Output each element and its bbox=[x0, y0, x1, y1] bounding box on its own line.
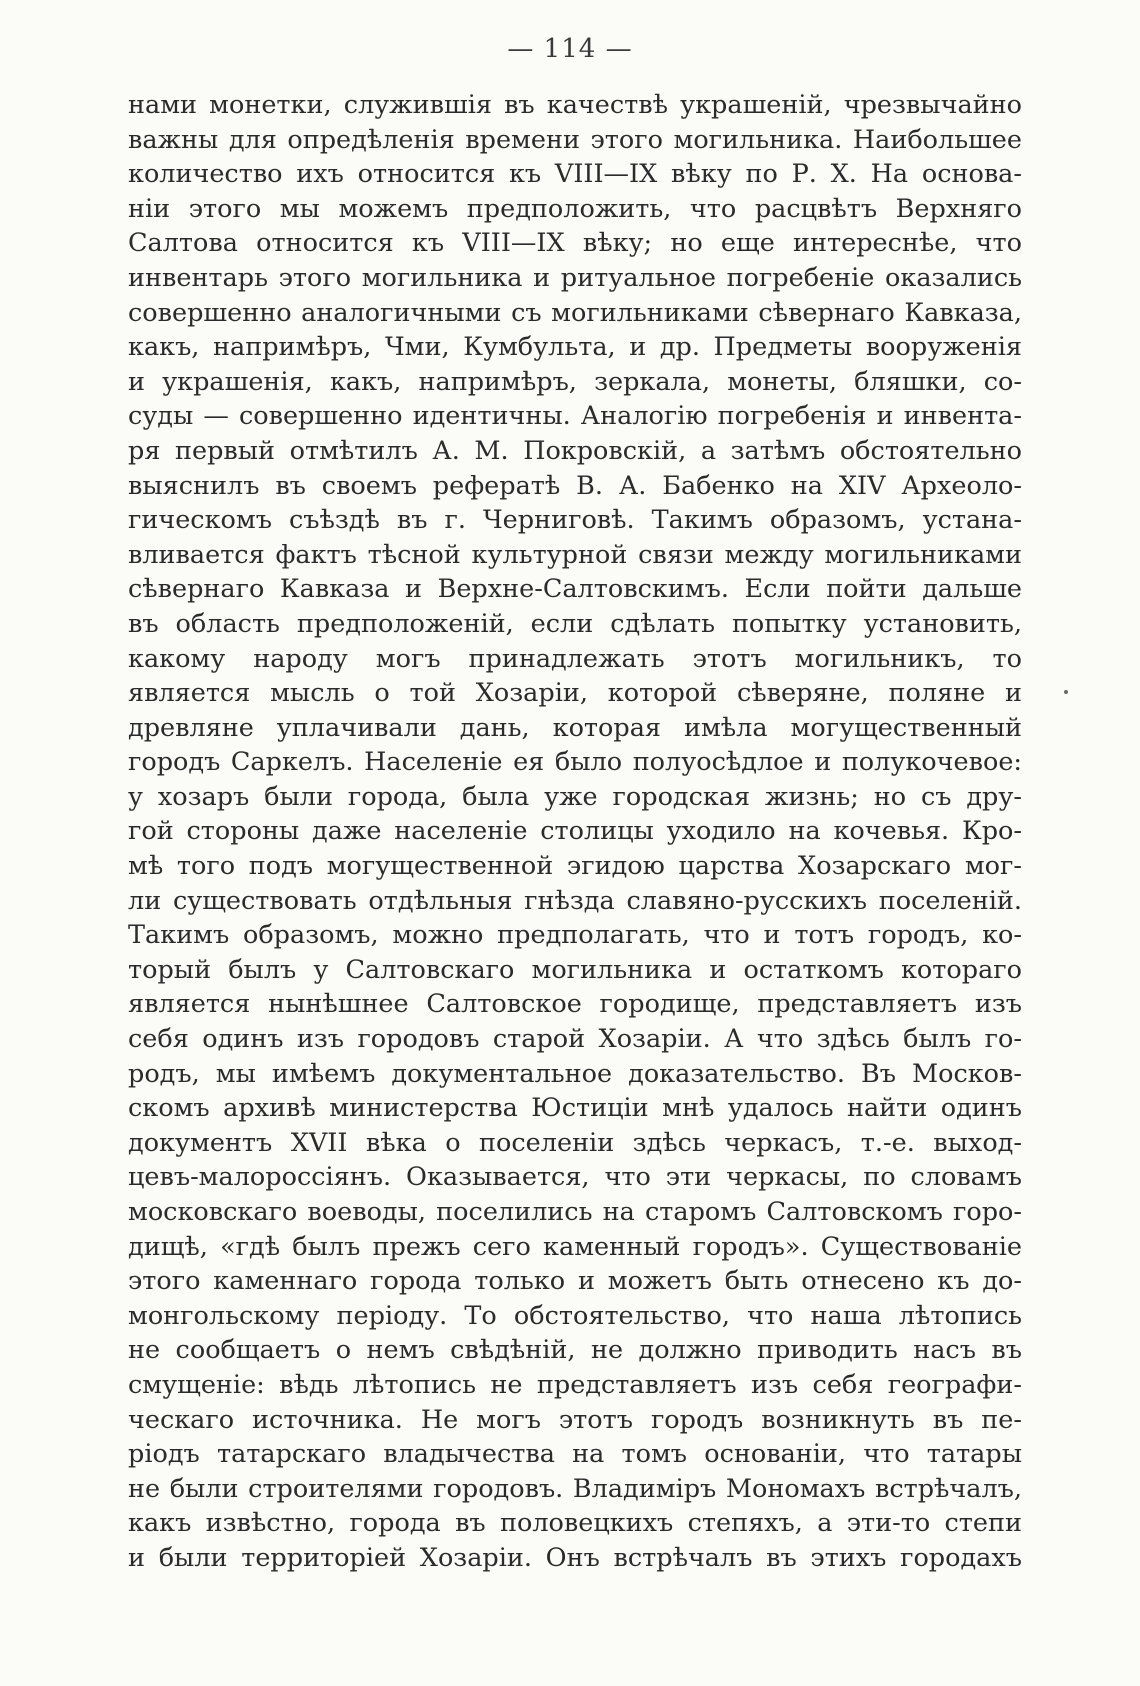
text-line: мѣ того подъ могущественной эгидою царства Хозарскаго мог- bbox=[128, 851, 1022, 882]
text-line: монгольскому періоду. То обстоятельство, что наша лѣтопись bbox=[128, 1300, 1022, 1331]
text-line: является нынѣшнее Салтовское городище, представляетъ изъ bbox=[128, 989, 1022, 1020]
text-line: и были территоріей Хозаріи. Онъ встрѣчалъ въ этихъ городахъ bbox=[128, 1542, 1022, 1573]
text-line: скомъ архивѣ министерства Юстиціи мнѣ удалось найти одинъ bbox=[128, 1093, 1022, 1124]
text-line: гой стороны даже населеніе столицы уходило на кочевья. Кро- bbox=[128, 816, 1022, 847]
text-line: гическомъ съѣздѣ въ г. Черниговѣ. Такимъ образомъ, устана- bbox=[128, 505, 1022, 536]
text-line: какому народу могъ принадлежать этотъ могильникъ, то bbox=[128, 643, 1022, 674]
text-line: инвентарь этого могильника и ритуальное погребеніе оказались bbox=[128, 262, 1022, 293]
text-line: и украшенія, какъ, напримѣръ, зеркала, монеты, бляшки, со- bbox=[128, 366, 1022, 397]
text-line: нами монетки, служившія въ качествѣ украшеній, чрезвычайно bbox=[128, 90, 1022, 120]
text-line: древляне уплачивали дань, которая имѣла могущественный bbox=[128, 712, 1022, 743]
text-line: ріодъ татарскаго владычества на томъ основаніи, что татары bbox=[128, 1439, 1022, 1470]
text-line: количество ихъ относится къ VIII—IX вѣку по Р. Х. На основа- bbox=[128, 159, 1022, 190]
text-line: не были строителями городовъ. Владиміръ Мономахъ встрѣчалъ, bbox=[128, 1473, 1022, 1504]
text-line: является мысль о той Хозаріи, которой сѣверяне, поляне и bbox=[128, 678, 1022, 709]
stray-mark bbox=[1064, 690, 1068, 694]
text-line: ли существовать отдѣльныя гнѣзда славяно-русскихъ поселеній. bbox=[128, 885, 1022, 916]
text-line: себя одинъ изъ городовъ старой Хозаріи. А что здѣсь былъ го- bbox=[128, 1024, 1022, 1055]
text-line: не сообщаетъ о немъ свѣдѣній, не должно приводить насъ въ bbox=[128, 1335, 1022, 1366]
text-line: вливается фактъ тѣсной культурной связи между могильниками bbox=[128, 539, 1022, 570]
text-line: городъ Саркелъ. Населеніе ея было полуосѣдлое и полукочевое: bbox=[128, 747, 1022, 778]
text-line: Салтова относится къ VIII—IX вѣку; но еще интереснѣе, что bbox=[128, 228, 1022, 259]
text-line: смущеніе: вѣдь лѣтопись не представляетъ изъ себя географи- bbox=[128, 1369, 1022, 1400]
text-line: важны для опредѣленія времени этого могильника. Наибольшее bbox=[128, 124, 1022, 155]
text-line: московскаго воеводы, поселились на старомъ Салтовскомъ горо- bbox=[128, 1197, 1022, 1227]
text-line: ря первый отмѣтилъ А. М. Покровскій, а затѣмъ обстоятельно bbox=[128, 435, 1022, 466]
text-line: въ область предположеній, если сдѣлать попытку установить, bbox=[128, 608, 1022, 639]
text-line: этого каменнаго города только и можетъ быть отнесено къ до- bbox=[128, 1266, 1022, 1297]
page-number: — 114 — bbox=[507, 34, 633, 64]
text-line: сѣвернаго Кавказа и Верхне-Салтовскимъ. Если пойти дальше bbox=[128, 574, 1022, 605]
text-line: ческаго источника. Не могъ этотъ городъ возникнуть въ пе- bbox=[128, 1404, 1022, 1435]
text-line: выяснилъ въ своемъ рефератѣ В. А. Бабенко на XIV Археоло- bbox=[128, 470, 1022, 501]
text-line: совершенно аналогичными съ могильниками сѣвернаго Кавказа, bbox=[128, 297, 1022, 328]
text-line: торый былъ у Салтовскаго могильника и остаткомъ котораго bbox=[128, 954, 1022, 985]
text-line: какъ, напримѣръ, Чми, Кумбульта, и др. Предметы вооруженія bbox=[128, 332, 1022, 363]
text-line: суды — совершенно идентичны. Аналогію погребенія и инвента- bbox=[128, 401, 1022, 432]
body-text bbox=[128, 88, 1022, 1576]
text-line: Такимъ образомъ, можно предполагать, что и тотъ городъ, ко- bbox=[128, 920, 1022, 951]
text-line: дищѣ, «гдѣ былъ прежъ сего каменный городъ». Существованіе bbox=[128, 1231, 1022, 1262]
text-line: ніи этого мы можемъ предположить, что расцвѣтъ Верхняго bbox=[128, 193, 1022, 224]
text-line: какъ извѣстно, города въ половецкихъ степяхъ, а эти-то степи bbox=[128, 1508, 1022, 1539]
text-line: цевъ-малороссіянъ. Оказывается, что эти черкасы, по словамъ bbox=[128, 1162, 1022, 1193]
text-line: родъ, мы имѣемъ документальное доказательство. Въ Москов- bbox=[128, 1058, 1022, 1089]
text-line: документъ XVII вѣка о поселеніи здѣсь черкасъ, т.-е. выход- bbox=[128, 1127, 1022, 1158]
text-line: у хозаръ были города, была уже городская жизнь; но съ дру- bbox=[128, 781, 1022, 812]
